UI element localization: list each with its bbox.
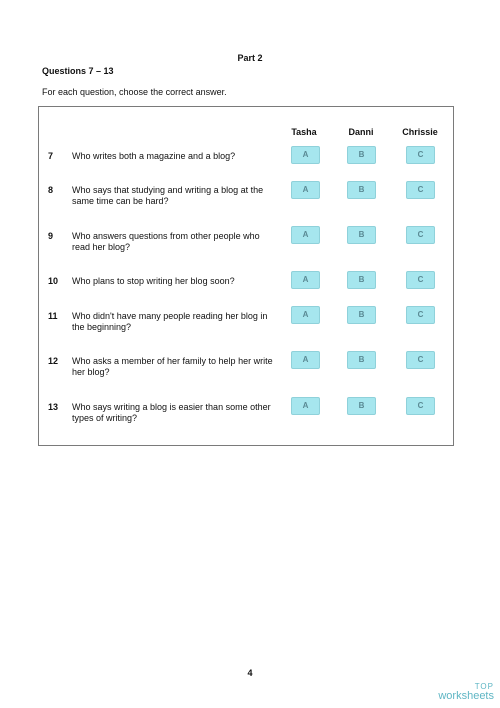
question-number: 9: [48, 231, 54, 241]
question-text: Who plans to stop writing her blog soon?: [72, 276, 235, 286]
question-number: 13: [48, 402, 59, 412]
page-number: 4: [247, 668, 253, 678]
answer-option-b[interactable]: B: [347, 181, 376, 199]
answer-option-b[interactable]: B: [347, 306, 376, 324]
question-text: Who asks a member of her family to help her write her blog?: [72, 356, 273, 377]
column-header-tasha: Tasha: [291, 127, 317, 137]
answer-option-c[interactable]: C: [406, 181, 435, 199]
answer-option-b[interactable]: B: [347, 397, 376, 415]
question-text: Who says writing a blog is easier than some other types of writing?: [72, 402, 271, 423]
answer-option-a[interactable]: A: [291, 226, 320, 244]
answer-option-b[interactable]: B: [347, 351, 376, 369]
question-number: 7: [48, 151, 54, 161]
answer-option-a[interactable]: A: [291, 397, 320, 415]
logo-bottom-text: worksheets: [438, 690, 494, 702]
column-header-danni: Danni: [348, 127, 374, 137]
answer-option-a[interactable]: A: [291, 306, 320, 324]
question-range: Questions 7 – 13: [42, 66, 114, 76]
answer-option-c[interactable]: C: [406, 146, 435, 164]
answer-option-a[interactable]: A: [291, 181, 320, 199]
answer-option-c[interactable]: C: [406, 226, 435, 244]
answer-option-c[interactable]: C: [406, 306, 435, 324]
question-number: 8: [48, 185, 54, 195]
part-title: Part 2: [237, 53, 263, 63]
instruction-text: For each question, choose the correct answer.: [42, 87, 227, 97]
question-text: Who says that studying and writing a blog at the same time can be hard?: [72, 185, 264, 206]
answer-option-c[interactable]: C: [406, 271, 435, 289]
question-text: Who didn't have many people reading her blog in the beginning?: [72, 311, 268, 332]
question-text: Who answers questions from other people who read her blog?: [72, 231, 260, 252]
answer-option-b[interactable]: B: [347, 226, 376, 244]
answer-option-a[interactable]: A: [291, 351, 320, 369]
question-number: 10: [48, 276, 59, 286]
answer-option-c[interactable]: C: [406, 351, 435, 369]
topworksheets-logo: [438, 683, 494, 702]
answer-option-a[interactable]: A: [291, 146, 320, 164]
column-header-chrissie: Chrissie: [402, 127, 438, 137]
answer-option-a[interactable]: A: [291, 271, 320, 289]
logo-top-text: TOP: [474, 682, 494, 691]
answer-option-b[interactable]: B: [347, 271, 376, 289]
question-number: 12: [48, 356, 59, 366]
question-number: 11: [48, 311, 58, 321]
answer-option-c[interactable]: C: [406, 397, 435, 415]
question-text: Who writes both a magazine and a blog?: [72, 151, 236, 161]
answer-option-b[interactable]: B: [347, 146, 376, 164]
